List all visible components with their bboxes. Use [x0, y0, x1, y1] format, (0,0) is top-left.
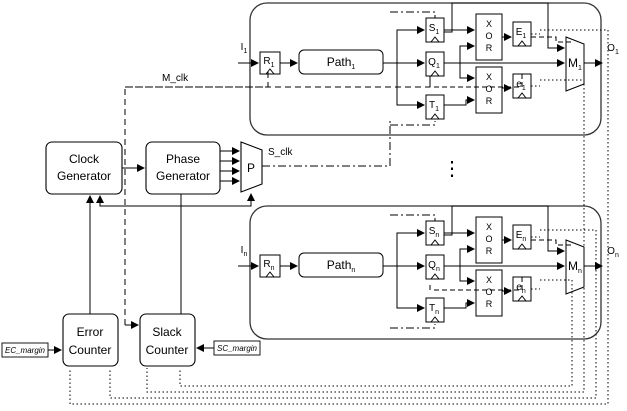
reg-e-big-label: $E_1$	[515, 27, 527, 40]
reg-t-label: $T_n$	[428, 303, 440, 316]
reg-t-clk-mark	[431, 317, 439, 322]
reg-e-big-clk-mark	[518, 244, 526, 249]
sclk-to-s	[390, 215, 435, 221]
reg-e-big-label: $E_n$	[515, 230, 527, 243]
s-to-mux	[444, 3, 564, 48]
m-clk-label: M_clk	[162, 73, 189, 84]
xor-bottom-letter: R	[485, 299, 493, 309]
phase-gen-label-2: Generator	[155, 169, 211, 183]
xor-bottom-letter: X	[485, 72, 493, 82]
phase-mux-label: P	[246, 161, 256, 175]
path-label: Path$_n$	[326, 258, 356, 274]
xor-top-letter: X	[485, 222, 493, 232]
reg-r-clk-mark	[266, 69, 274, 74]
error-counter-label-1: Error	[76, 325, 104, 339]
reg-e-small-label: $e_1$	[516, 79, 526, 92]
q-to-xor-bottom	[460, 63, 474, 78]
reg-t-label: $T_1$	[428, 100, 440, 113]
reg-s-clk-mark	[431, 240, 439, 245]
svg-text:SC_margin: SC_margin	[216, 344, 258, 353]
mclk-to-e	[434, 275, 522, 290]
clock-gen-label-2: Generator	[56, 169, 112, 183]
xor-top-letter: O	[485, 31, 493, 41]
error-counter-label-2: Counter	[68, 343, 112, 357]
mclk-to-e	[434, 72, 522, 87]
sc-margin-input	[214, 341, 260, 355]
phase-mux-p	[241, 142, 262, 192]
q-to-xor-top	[444, 46, 474, 63]
counter-feedback-lines	[90, 194, 251, 314]
s-clk-label: S_clk	[268, 147, 293, 158]
reg-s-label: $S_1$	[428, 23, 440, 36]
to-t-line	[397, 63, 424, 105]
input-label: $I_1$	[240, 42, 248, 55]
path-n-circuit	[238, 206, 619, 328]
t-to-xor	[444, 100, 474, 105]
xor-top-letter: X	[485, 19, 493, 29]
xor-bottom-letter: O	[485, 287, 493, 297]
q-to-xor-top	[444, 249, 474, 266]
sclk-to-t	[390, 121, 435, 125]
ec-margin-input	[2, 343, 48, 357]
reg-s-clk-mark	[431, 37, 439, 42]
svg-text:EC_margin: EC_margin	[4, 346, 46, 355]
reg-q-label: $Q_n$	[428, 260, 440, 273]
slack-counter-label-1: Slack	[152, 325, 182, 339]
error-counter	[63, 314, 118, 366]
clock-gen-label-1: Clock	[68, 152, 100, 166]
q-to-xor-bottom	[460, 266, 474, 281]
slack-counter-label-2: Counter	[145, 343, 189, 357]
xor-top-letter: O	[485, 234, 493, 244]
path-label: Path$_1$	[326, 55, 356, 71]
xor-bottom-letter: R	[485, 96, 493, 106]
xor-top-letter: R	[485, 246, 493, 256]
reg-r-clk-mark	[266, 272, 274, 277]
phase-generator	[146, 142, 220, 194]
to-s-line	[383, 30, 424, 63]
t-to-xor	[444, 303, 474, 308]
clock-generator	[46, 142, 122, 194]
sclk-to-t	[390, 324, 435, 328]
reg-e-small-label: $e_n$	[516, 282, 526, 295]
reg-e-small-clk-mark	[518, 296, 526, 301]
reg-t-clk-mark	[431, 114, 439, 119]
slack-counter	[140, 314, 195, 366]
sclk-to-s	[390, 12, 435, 18]
xor-top-letter: R	[485, 43, 493, 53]
ellipsis: ⋮	[442, 158, 462, 180]
s-clk-line	[262, 118, 390, 166]
reg-e-small-clk-mark	[518, 93, 526, 98]
reg-q-clk-mark	[431, 71, 439, 76]
reg-s-label: $S_n$	[428, 226, 440, 239]
output-label: $O_n$	[607, 246, 619, 259]
input-label: $I_n$	[240, 245, 248, 258]
mux-label: $M_n$	[568, 259, 582, 275]
reg-q-label: $Q_1$	[428, 57, 440, 70]
reg-q-clk-mark	[431, 274, 439, 279]
s-to-mux	[444, 206, 564, 251]
to-t-line	[397, 266, 424, 308]
phase-to-mux-arrows	[220, 151, 239, 181]
xor-bottom-letter: O	[485, 84, 493, 94]
xor-bottom-letter: X	[485, 275, 493, 285]
path-1-circuit	[238, 3, 619, 125]
m-clk-line	[125, 70, 430, 325]
reg-e-big-clk-mark	[518, 41, 526, 46]
reg-r-label: $R_1$	[263, 56, 275, 69]
reg-r-label: $R_n$	[263, 259, 275, 272]
mux-label: $M_1$	[568, 56, 582, 72]
phase-gen-label-1: Phase	[165, 152, 201, 166]
output-label: $O_1$	[607, 43, 619, 56]
to-s-line	[383, 233, 424, 266]
